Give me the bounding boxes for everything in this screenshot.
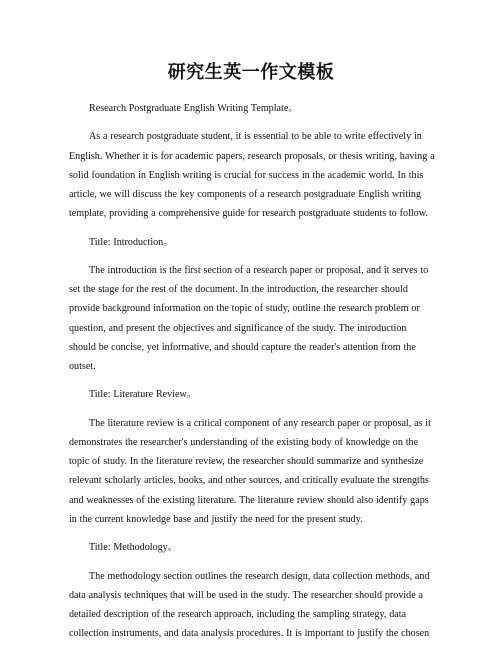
methodology-paragraph: The methodology section outlines the research design, data collection methods, and data analysis techniques that will be used in the study. The researcher should provide a detailed description of the research approach, including the sampling strategy, data collection instruments, and data analysis procedures. It is important to justify the chosen xyxy=(69,570,430,640)
section-heading-methodology: Title: Methodology。 xyxy=(89,542,178,554)
intro-paragraph: As a research postgraduate student, it is essential to be able to write effectively in English. Whether it is for academic papers, research proposals, or thesis writing, having a solid foundation in English writing is crucial for success in the academic world. In this article, we will discuss the key components of a research postgraduate English writing template, providing a comprehensive guide for research postgraduate students to follow. xyxy=(69,131,435,220)
section-heading-literature-review: Title: Literature Review。 xyxy=(89,389,197,401)
introduction-paragraph: The introduction is the first section of a research paper or proposal, and it serves to set the stage for the rest of the document. In the introduction, the researcher should provide background information on the topic of study, outline the research problem or question, and present the objectives and significance of the study. The introduction should be concise, yet informative, and should capture the reader's attention from the outset. xyxy=(69,264,429,372)
subtitle-paragraph: Research Postgraduate English Writing Template。 xyxy=(89,103,299,114)
document-body xyxy=(69,99,435,653)
literature-review-paragraph: The literature review is a critical component of any research paper or proposal, as it demonstrates the researcher's understanding of the existing body of knowledge on the topic of study. In the literature review, the researcher should summarize and synthesize relevant scholarly articles, books, and other sources, and critically evaluate the strengths and weaknesses of the existing literature. The literature review should also identify gaps in the current knowledge base and justify the need for the present study. xyxy=(69,417,431,525)
section-heading-introduction: Title: Introduction。 xyxy=(89,236,174,248)
document-title: 研究生英一作文模板 xyxy=(167,62,335,83)
